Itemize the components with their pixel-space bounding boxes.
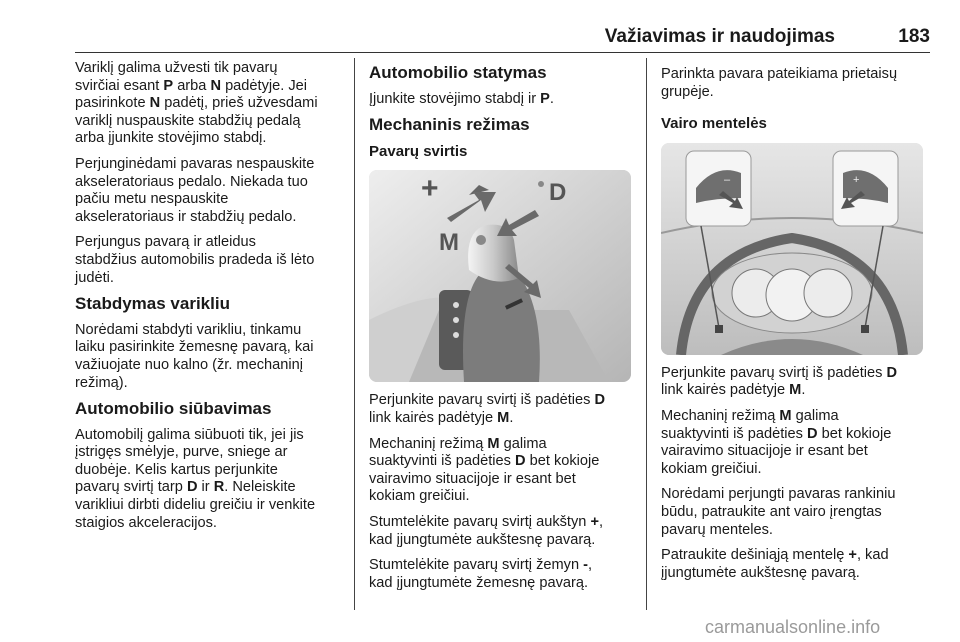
- section-heading: Stabdymas varikliu: [75, 294, 230, 314]
- paragraph: Mechaninį režimą M galima suaktyvinti iš padėties D bet kokioje vairavimo situacijoje ir esant bet kokiam greičiui.: [661, 407, 892, 477]
- paragraph: Automobilį galima siūbuoti tik, jei jis įstrigęs smėlyje, purve, sniege ar duobėje. Kelis kartus perjunkite pavarų svirtį tarp D ir R. Neleiskite varikliui dirbti dideliu greičiu ir venkite staigios akceleracijos.: [75, 426, 316, 531]
- column-3: [661, 60, 931, 590]
- d-label: D: [549, 179, 567, 207]
- column-divider: [354, 58, 355, 610]
- plus-label: +: [421, 172, 439, 206]
- paragraph: Mechaninį režimą M galima suaktyvinti iš padėties D bet kokioje vairavimo situacijoje ir esant bet kokiam greičiui.: [369, 435, 600, 505]
- paragraph: Įjunkite stovėjimo stabdį ir P.: [369, 90, 554, 107]
- plus-label: +: [853, 173, 860, 186]
- paragraph: Perjungus pavarą ir atleidus stabdžius automobilis pradeda iš lėto judėti.: [75, 234, 315, 286]
- paragraph: Perjunkite pavarų svirtį iš padėties D link kairės padėtyje M.: [661, 364, 898, 399]
- page-header: [75, 22, 930, 52]
- section-heading: Automobilio siūbavimas: [75, 399, 272, 419]
- column-2: [369, 60, 634, 600]
- section-heading: Automobilio statymas: [369, 63, 547, 82]
- paragraph: Patraukite dešiniąją mentelę +, kad įjungtumėte aukštesnę pavarą.: [661, 547, 889, 581]
- page-number: 183: [898, 26, 930, 47]
- paragraph: Stumtelėkite pavarų svirtį aukštyn +, kad įjungtumėte aukštesnę pavarą.: [369, 513, 604, 548]
- paragraph: Norėdami stabdyti varikliu, tinkamu laiku pasirinkite žemesnę pavarą, kai važiuojate nuo kalno (žr. mechaninį režimą).: [75, 321, 314, 391]
- gear-lever-illustration: [369, 170, 631, 382]
- subsection-heading: Pavarų svirtis: [369, 142, 468, 160]
- m-label: M: [439, 229, 459, 257]
- paragraph: Parinkta pavara pateikiama prietaisų grupėje.: [661, 66, 898, 100]
- paragraph: Variklį galima užvesti tik pavarų svirčiai esant P arba N padėtyje. Jei pasirinkote N padėtį, prieš užvesdami variklį nuspauskite stabdžių pedalą arba įjunkite stovėjimo stabdį.: [75, 60, 318, 147]
- paragraph: Perjunginėdami pavaras nespauskite akseleratoriaus pedalo. Niekada tuo pačiu metu nespauskite akseleratoriaus ir stabdžių pedalo.: [75, 155, 315, 225]
- paragraph: Perjunkite pavarų svirtį iš padėties D link kairės padėtyje M.: [369, 392, 606, 426]
- running-title: Važiavimas ir naudojimas: [604, 26, 835, 47]
- section-heading: Mechaninis režimas: [369, 115, 530, 135]
- minus-label: –: [724, 173, 731, 186]
- watermark: carmanualsonline.info: [705, 617, 881, 637]
- paragraph: Stumtelėkite pavarų svirtį žemyn -, kad įjungtumėte žemesnę pavarą.: [369, 557, 593, 591]
- column-divider: [646, 58, 647, 610]
- paragraph: Norėdami perjungti pavaras rankiniu būdu, patraukite ant vairo įrengtas pavarų menteles.: [661, 486, 896, 538]
- column-1: [75, 60, 345, 540]
- subsection-heading: Vairo mentelės: [661, 115, 767, 133]
- steering-paddles-illustration: [661, 143, 923, 355]
- header-rule: [75, 52, 930, 53]
